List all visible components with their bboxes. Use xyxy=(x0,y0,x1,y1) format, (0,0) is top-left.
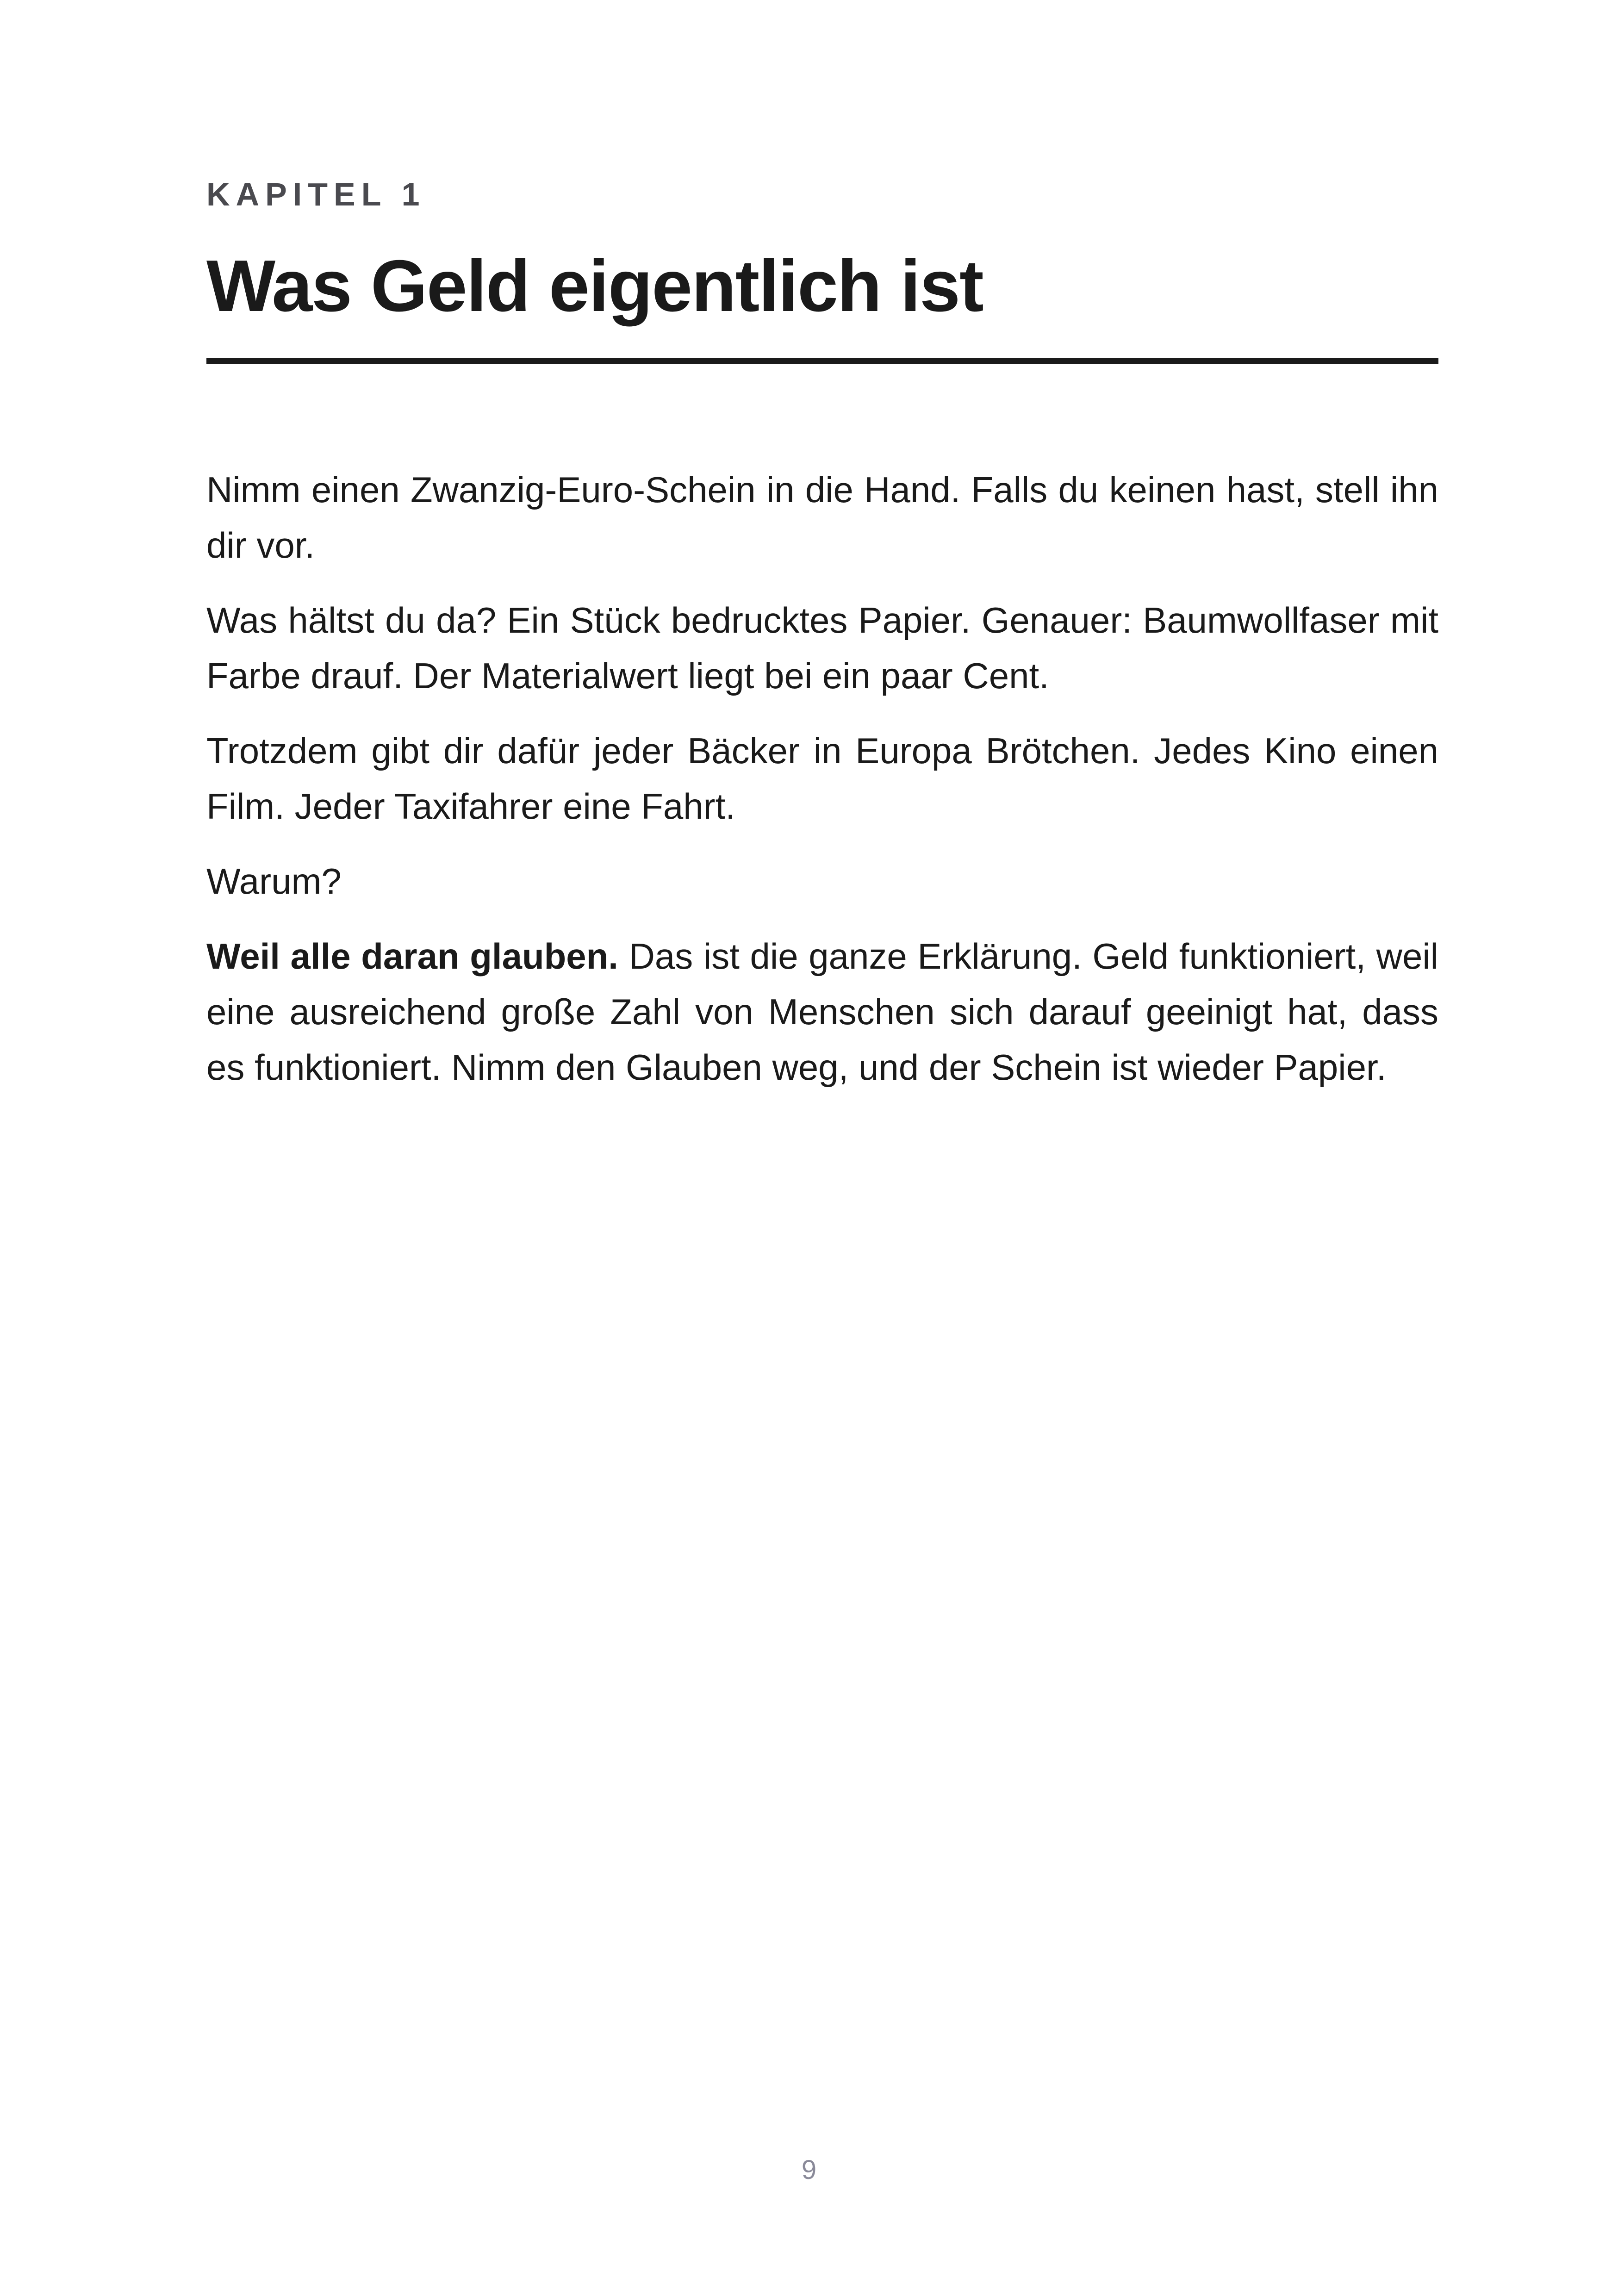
chapter-title: Was Geld eigentlich ist xyxy=(206,245,983,327)
chapter-body xyxy=(206,462,1438,1114)
paragraph-5 xyxy=(206,928,1438,1095)
paragraph-5-text: Das ist die ganze Erklärung. Geld funktioniert, weil eine ausreichend große Zahl von Menschen sich darauf geeinigt hat, dass es funktioniert. Nimm den Glauben weg, und der Schein ist wieder Papier. xyxy=(206,936,1438,1088)
title-divider xyxy=(206,358,1438,364)
paragraph-2-text: Was hältst du da? Ein Stück bedrucktes Papier. Genauer: Baumwollfaser mit Farbe drauf. Der Materialwert liegt bei ein paar Cent. xyxy=(206,600,1438,696)
chapter-label: KAPITEL 1 xyxy=(206,176,426,212)
paragraph-1-text: Nimm einen Zwanzig-Euro-Schein in die Hand. Falls du keinen hast, stell ihn dir vor. xyxy=(206,469,1438,566)
paragraph-4-text: Warum? xyxy=(206,861,342,902)
paragraph-3-text: Trotzdem gibt dir dafür jeder Bäcker in Europa Brötchen. Jedes Kino einen Film. Jeder Taxifahrer eine Fahrt. xyxy=(206,730,1438,827)
paragraph-5-emphasis: Weil alle daran glauben. xyxy=(206,936,618,977)
paragraph-1 xyxy=(206,462,1438,573)
paragraph-2 xyxy=(206,592,1438,703)
paragraph-3 xyxy=(206,723,1438,834)
paragraph-4 xyxy=(206,853,1438,909)
page-number: 9 xyxy=(801,2155,817,2185)
